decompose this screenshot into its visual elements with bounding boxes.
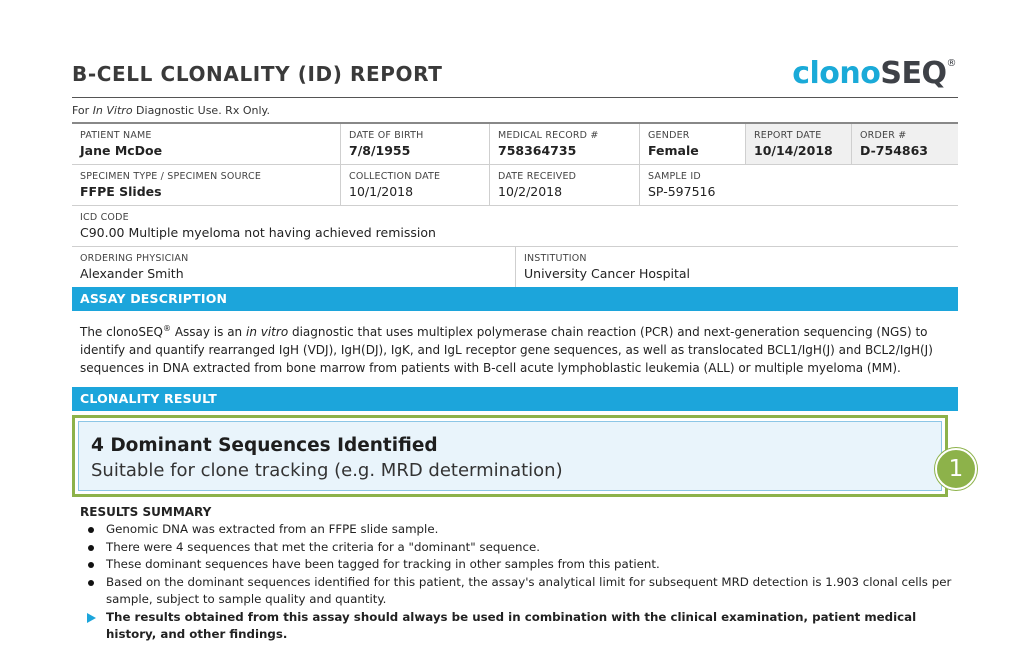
patient-name-cell: PATIENT NAME Jane McDoe (80, 130, 163, 158)
gender-cell: GENDER Female (639, 124, 745, 164)
ordering-physician-cell: ORDERING PHYSICIAN Alexander Smith (80, 253, 189, 281)
icd-code-row (72, 206, 958, 247)
bullet-icon (88, 562, 94, 568)
report-title: B-CELL CLONALITY (ID) REPORT (72, 62, 443, 86)
patient-info-row-2 (72, 165, 958, 206)
medical-record-cell: MEDICAL RECORD # 758364735 (489, 124, 639, 164)
callout-number-badge: 1 (935, 448, 977, 490)
bullet-icon (88, 545, 94, 551)
sample-id-cell: SAMPLE ID SP-597516 (639, 165, 958, 205)
result-title: 4 Dominant Sequences Identified (91, 435, 438, 456)
assay-description-text: The clonoSEQ® Assay is an in vitro diagnostic that uses multiplex polymerase chain reaction (PCR) and next-generation sequencing (NGS) to identify and quantify rearranged IgH (VDJ), IgH(DJ), IgK, and IgL receptor gene sequences, as well as translocated BCL1/IgH(J) and BCL2/IgH(J) sequences in DNA extracted from bone marrow from patients with B-cell acute lymphoblastic leukemia (ALL) or multiple myeloma (MM). (80, 324, 933, 375)
icd-code-cell: ICD CODE C90.00 Multiple myeloma not having achieved remission (80, 212, 436, 240)
results-summary-heading: RESULTS SUMMARY (80, 505, 212, 519)
header-divider (72, 97, 958, 98)
specimen-type-cell: SPECIMEN TYPE / SPECIMEN SOURCE FFPE Slides (80, 171, 262, 199)
collection-date-cell: COLLECTION DATE 10/1/2018 (340, 165, 489, 205)
report-header (72, 0, 958, 98)
date-received-cell: DATE RECEIVED 10/2/2018 (489, 165, 639, 205)
order-number-cell: ORDER # D-754863 (851, 124, 958, 164)
report-date-cell: REPORT DATE 10/14/2018 (745, 124, 851, 164)
bullet-icon (88, 580, 94, 586)
list-item: These dominant sequences have been tagged for tracking in other samples from this patient. (86, 556, 958, 574)
report-page (72, 0, 958, 644)
patient-info-row-1 (72, 122, 958, 165)
list-item: Genomic DNA was extracted from an FFPE slide sample. (86, 521, 958, 539)
clonality-result-box (78, 421, 942, 491)
clonality-result-heading: CLONALITY RESULT (72, 387, 958, 411)
clonality-result-highlight (72, 415, 948, 497)
assay-description-heading: ASSAY DESCRIPTION (72, 287, 958, 311)
physician-row (72, 247, 958, 287)
dob-cell: DATE OF BIRTH 7/8/1955 (340, 124, 489, 164)
triangle-arrow-icon (87, 613, 96, 623)
results-summary-list (72, 521, 958, 644)
rx-notice: For In Vitro Diagnostic Use. Rx Only. (72, 104, 270, 117)
list-item: Based on the dominant sequences identified for this patient, the assay's analytical limit for subsequent MRD detection is 1.903 clonal cells per sample, subject to sample quality and quantity. (86, 574, 958, 609)
clonoseq-logo: clonoSEQ® (792, 56, 956, 91)
list-item-final: The results obtained from this assay should always be used in combination with the clinical examination, patient medical history, and other findings. (86, 609, 958, 644)
institution-cell: INSTITUTION University Cancer Hospital (515, 247, 958, 287)
list-item: There were 4 sequences that met the criteria for a "dominant" sequence. (86, 539, 958, 557)
result-subtitle: Suitable for clone tracking (e.g. MRD determination) (91, 460, 563, 481)
bullet-icon (88, 527, 94, 533)
